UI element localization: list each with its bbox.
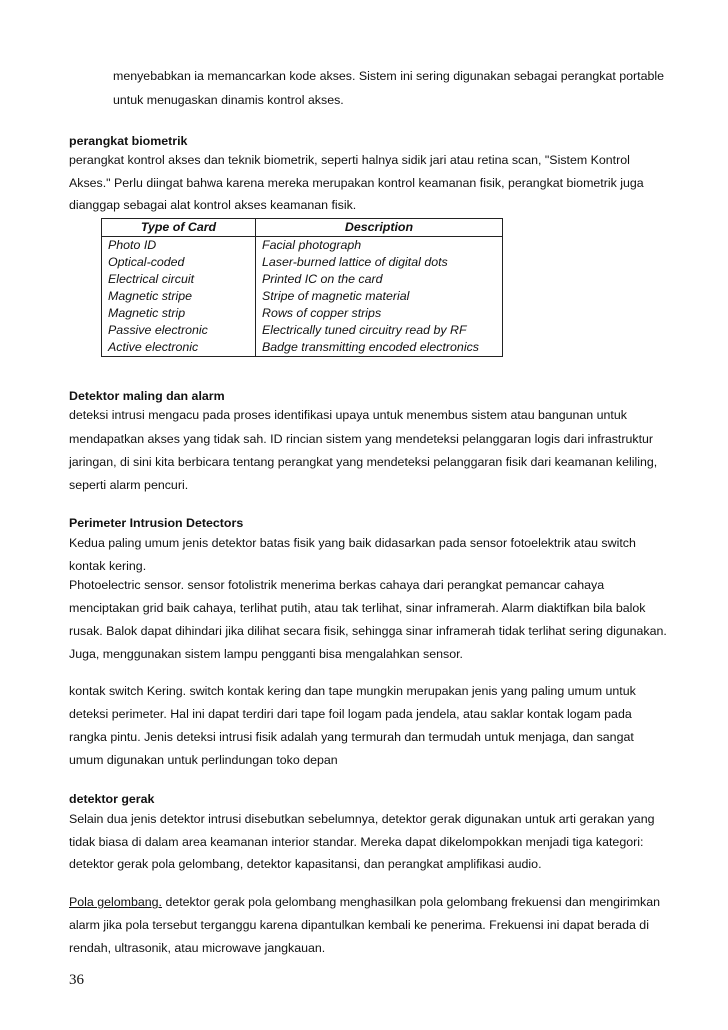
kontak-line-4: umum digunakan untuk perlindungan toko depan xyxy=(69,753,338,767)
table-cell: Optical-coded xyxy=(102,254,256,271)
detektor-maling-line-3: jaringan, di sini kita berbicara tentang perangkat yang mendeteksi pelanggaran fisik dari keamanan keliling, xyxy=(69,455,658,469)
detektor-maling-heading: Detektor maling dan alarm xyxy=(69,389,225,403)
table-header-type: Type of Card xyxy=(102,219,256,237)
pola-term: Pola gelombang. xyxy=(69,895,162,909)
table-cell: Active electronic xyxy=(102,339,256,357)
pola-line-1 xyxy=(69,895,660,910)
card-types-table xyxy=(101,218,503,357)
pola-line-2: alarm jika pola tersebut terganggu karena dipantulkan kembali ke penerima. Frekuensi ini dapat berada di xyxy=(69,918,649,932)
table-cell: Stripe of magnetic material xyxy=(256,288,503,305)
biometric-line-3: dianggap sebagai alat kontrol akses keamanan fisik. xyxy=(69,198,357,212)
gerak-heading: detektor gerak xyxy=(69,792,155,806)
intro-line-2: untuk menugaskan dinamis kontrol akses. xyxy=(113,93,344,107)
table-row xyxy=(102,339,503,357)
page-number: 36 xyxy=(69,972,84,988)
detektor-maling-line-2: mendapatkan akses yang tidak sah. ID rincian sistem yang mendeteksi pelanggaran logis dari infrastruktur xyxy=(69,432,654,446)
table-row xyxy=(102,271,503,288)
table-cell: Electrically tuned circuitry read by RF xyxy=(256,322,503,339)
kontak-line-2: deteksi perimeter. Hal ini dapat terdiri dari tape foil logam pada jendela, atau saklar kontak logam pada xyxy=(69,707,632,721)
table-row xyxy=(102,288,503,305)
detektor-maling-line-1: deteksi intrusi mengacu pada proses identifikasi upaya untuk menembus sistem atau bangunan untuk xyxy=(69,408,627,422)
pola-line-3: rendah, ultrasonik, atau microwave jangkauan. xyxy=(69,941,326,955)
table-cell: Magnetic strip xyxy=(102,305,256,322)
table-cell: Laser-burned lattice of digital dots xyxy=(256,254,503,271)
pola-line-1-rest: detektor gerak pola gelombang menghasilkan pola gelombang frekuensi dan mengirimkan xyxy=(162,895,660,909)
biometric-line-2: Akses." Perlu diingat bahwa karena mereka merupakan kontrol keamanan fisik, perangkat biometrik juga xyxy=(69,176,644,190)
table-cell: Photo ID xyxy=(102,237,256,255)
table-row xyxy=(102,237,503,255)
table-row xyxy=(102,305,503,322)
table-cell: Electrical circuit xyxy=(102,271,256,288)
table-row xyxy=(102,322,503,339)
perimeter-heading: Perimeter Intrusion Detectors xyxy=(69,516,244,530)
perimeter-line-1: Kedua paling umum jenis detektor batas fisik yang baik didasarkan pada sensor fotoelektrik atau switch xyxy=(69,536,636,550)
perimeter-line-6: Juga, menggunakan sistem lampu pengganti bisa mengalahkan sensor. xyxy=(69,647,464,661)
perimeter-line-3: Photoelectric sensor. sensor fotolistrik menerima berkas cahaya dari perangkat pemancar cahaya xyxy=(69,578,605,592)
table-header-description: Description xyxy=(256,219,503,237)
table-cell: Badge transmitting encoded electronics xyxy=(256,339,503,357)
table-row xyxy=(102,254,503,271)
kontak-line-3: rangka pintu. Jenis deteksi intrusi fisik adalah yang termurah dan termudah untuk menjaga, dan sangat xyxy=(69,730,634,744)
biometric-line-1: perangkat kontrol akses dan teknik biometrik, seperti halnya sidik jari atau retina scan, "Sistem Kontrol xyxy=(69,153,630,167)
gerak-line-2: tidak biasa di dalam area keamanan interior standar. Mereka dapat dikelompokkan menjadi tiga kategori: xyxy=(69,835,644,849)
intro-line-1: menyebabkan ia memancarkan kode akses. Sistem ini sering digunakan sebagai perangkat portable xyxy=(113,69,665,83)
table-cell: Rows of copper strips xyxy=(256,305,503,322)
detektor-maling-line-4: seperti alarm pencuri. xyxy=(69,478,189,492)
perimeter-line-2: kontak kering. xyxy=(69,559,147,573)
table-cell: Printed IC on the card xyxy=(256,271,503,288)
table-header-row xyxy=(102,219,503,237)
table-cell: Magnetic stripe xyxy=(102,288,256,305)
perimeter-line-5: rusak. Balok dapat dihindari jika dilihat secara fisik, sehingga sinar inframerah tidak terlihat sering digunakan. xyxy=(69,624,667,638)
table-cell: Passive electronic xyxy=(102,322,256,339)
kontak-line-1: kontak switch Kering. switch kontak kering dan tape mungkin merupakan jenis yang paling umum untuk xyxy=(69,684,636,698)
table-cell: Facial photograph xyxy=(256,237,503,255)
gerak-line-3: detektor gerak pola gelombang, detektor kapasitansi, dan perangkat amplifikasi audio. xyxy=(69,857,542,871)
perimeter-line-4: menciptakan grid baik cahaya, terlihat putih, atau tak terlihat, sinar inframerah. Alarm diaktifkan bila balok xyxy=(69,601,646,615)
gerak-line-1: Selain dua jenis detektor intrusi disebutkan sebelumnya, detektor gerak digunakan untuk arti gerakan yang xyxy=(69,812,655,826)
biometric-heading: perangkat biometrik xyxy=(69,134,188,148)
